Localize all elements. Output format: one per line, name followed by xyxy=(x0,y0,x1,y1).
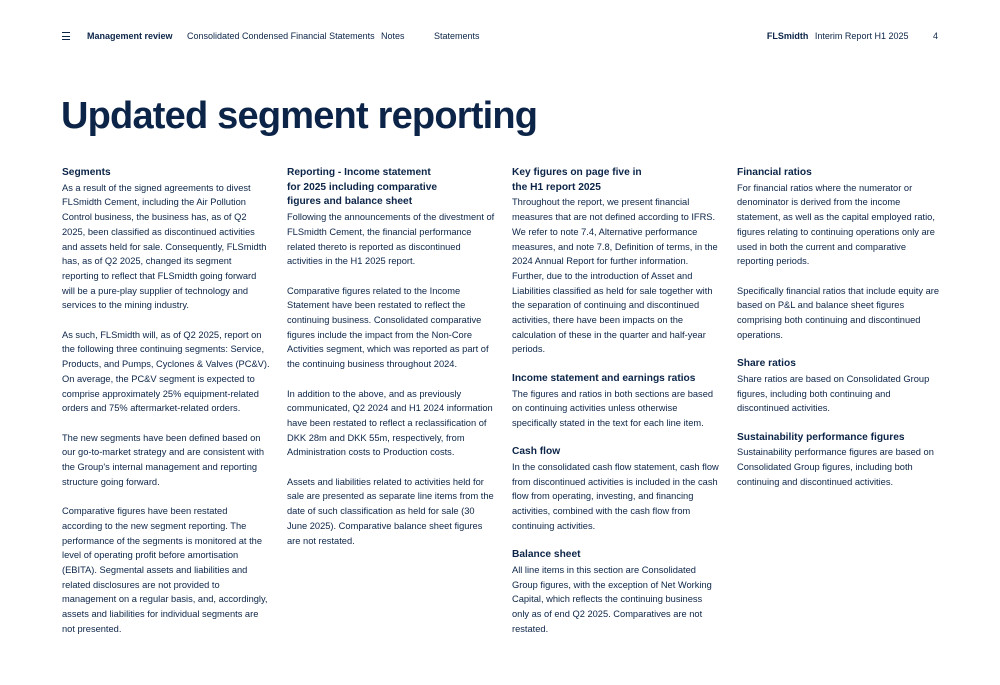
text-column-3 xyxy=(512,166,720,651)
section-heading: Financial ratios xyxy=(737,167,812,178)
nav-consolidated-statements[interactable]: Consolidated Condensed Financial Statements xyxy=(187,31,375,41)
text-column-1 xyxy=(62,166,270,651)
paragraph: Comparative figures have been restated according to the new segment reporting. The performance of the segments is monitored at the level of operating profit before amortisation (EBITA). Segmental assets and liabilities and related disclosures are not provided to management on a regular basis, and, accordingly, assets and liabilities for individual segments are not presented. xyxy=(62,506,268,634)
section-heading: Balance sheet xyxy=(512,549,581,561)
section-reporting-income-statement xyxy=(287,166,495,548)
page-number: 4 xyxy=(932,31,938,41)
brand-logo: FLSmidth xyxy=(766,31,809,41)
paragraph: Sustainability performance figures are based on Consolidated Group figures, including both continuing and discontinued activities. xyxy=(737,447,934,487)
paragraph: Following the announcements of the divestment of FLSmidth Cement, the financial performance related thereto is reported as discontinued activities in the H1 2025 report. xyxy=(287,212,495,267)
paragraph: All line items in this section are Consolidated Group figures, with the exception of Net Working Capital, which reflects the continuing business only as of end Q2 2025. Comparatives are not restated. xyxy=(512,564,712,634)
hamburger-menu-icon[interactable] xyxy=(62,32,70,40)
paragraph: For financial ratios where the numerator or denominator is derived from the income statement, as well as the capital employed ratio, figures relating to continuing operations only are used in both the current and comparative reporting periods. xyxy=(737,182,935,267)
paragraph: In the consolidated cash flow statement, cash flow from discontinued activities is included in the cash flow from operating, investing, and financing activities, combined with the cash flow from continuing activities. xyxy=(512,462,719,531)
report-header xyxy=(767,30,938,42)
section-key-figures xyxy=(512,166,720,357)
section-heading: Income statement and earnings ratios xyxy=(512,372,696,384)
section-balance-sheet xyxy=(512,548,720,636)
section-heading: Segments xyxy=(62,167,111,178)
paragraph: Comparative figures related to the Income Statement have been restated to reflect the continuing business. Consolidated comparative figures include the impact from the Non-Core Activities segment, which was reported as part of the continuing business throughout 2024. xyxy=(287,285,489,370)
top-navigation-bar xyxy=(62,30,938,44)
nav-statements[interactable]: Statements xyxy=(434,31,480,41)
paragraph: As a result of the signed agreements to divest FLSmidth Cement, including the Air Pollution Control business, the business has, as of Q2 2025, been classified as discontinued activities and assets held for sale. Consequently, FLSmidth has, as of Q2 2025, changed its segment reporting to reflect that FLSmidth going forward will be a pure-play supplier of technology and services to the mining industry. xyxy=(62,182,267,311)
section-heading: Share ratios xyxy=(737,358,796,370)
section-financial-ratios xyxy=(737,166,945,342)
section-heading: Reporting - Income statement for 2025 including comparative figures and balance sheet xyxy=(287,167,438,208)
section-segments xyxy=(62,166,270,636)
paragraph: In addition to the above, and as previously communicated, Q2 2024 and H1 2024 information have been restated to reflect a reclassification of DKK 28m and DKK 55m, respectively, from Administration costs to Production costs. xyxy=(287,388,493,458)
report-name: Interim Report H1 2025 xyxy=(814,31,909,41)
section-income-statement-ratios xyxy=(512,372,720,431)
text-column-2 xyxy=(287,166,495,563)
paragraph: Specifically financial ratios that include equity are based on P&L and balance sheet figures comprising both continuing and discontinued operations. xyxy=(737,285,940,340)
page-title: Updated segment reporting xyxy=(61,95,538,137)
section-cash-flow xyxy=(512,445,720,533)
paragraph: Share ratios are based on Consolidated Group figures, including both continuing and discontinued activities. xyxy=(737,373,930,414)
paragraph: The figures and ratios in both sections are based on continuing activities unless otherwise specifically stated in the text for each line item. xyxy=(512,388,714,428)
nav-management-review[interactable]: Management review xyxy=(87,31,173,41)
section-heading: Key figures on page five in the H1 report 2025 xyxy=(512,167,642,193)
nav-notes[interactable]: Notes xyxy=(381,31,405,41)
section-sustainability-figures xyxy=(737,431,945,490)
section-heading: Sustainability performance figures xyxy=(737,431,905,443)
paragraph: Assets and liabilities related to activities held for sale are presented as separate line items from the date of such classification as held for sale (30 June 2025). Comparative balance sheet figures are not restated. xyxy=(287,476,494,546)
paragraph: As such, FLSmidth will, as of Q2 2025, report on the following three continuing segments: Service, Products, and Pumps, Cyclones & Valves (PC&V). On average, the PC&V segment is expected to comprise approximately 25% equipment-related orders and 75% aftermarket-related orders. xyxy=(62,329,270,414)
section-heading: Cash flow xyxy=(512,446,561,458)
paragraph: The new segments have been defined based on our go-to-market strategy and are consistent with the Group's internal management and reporting structure going forward. xyxy=(62,432,265,487)
section-share-ratios xyxy=(737,357,945,416)
paragraph: Throughout the report, we present financial measures that are not defined according to IFRS. We refer to note 7.4, Alternative performance measures, and note 7.8, Definition of terms, in the 2024 Annual Report for further information. Further, due to the introduction of Asset and Liabilities classified as held for sale together with the separation of continuing and discontinued activities, there have been impacts on the calculation of these in the quarter and half-year periods. xyxy=(512,197,718,355)
text-column-4 xyxy=(737,166,945,504)
